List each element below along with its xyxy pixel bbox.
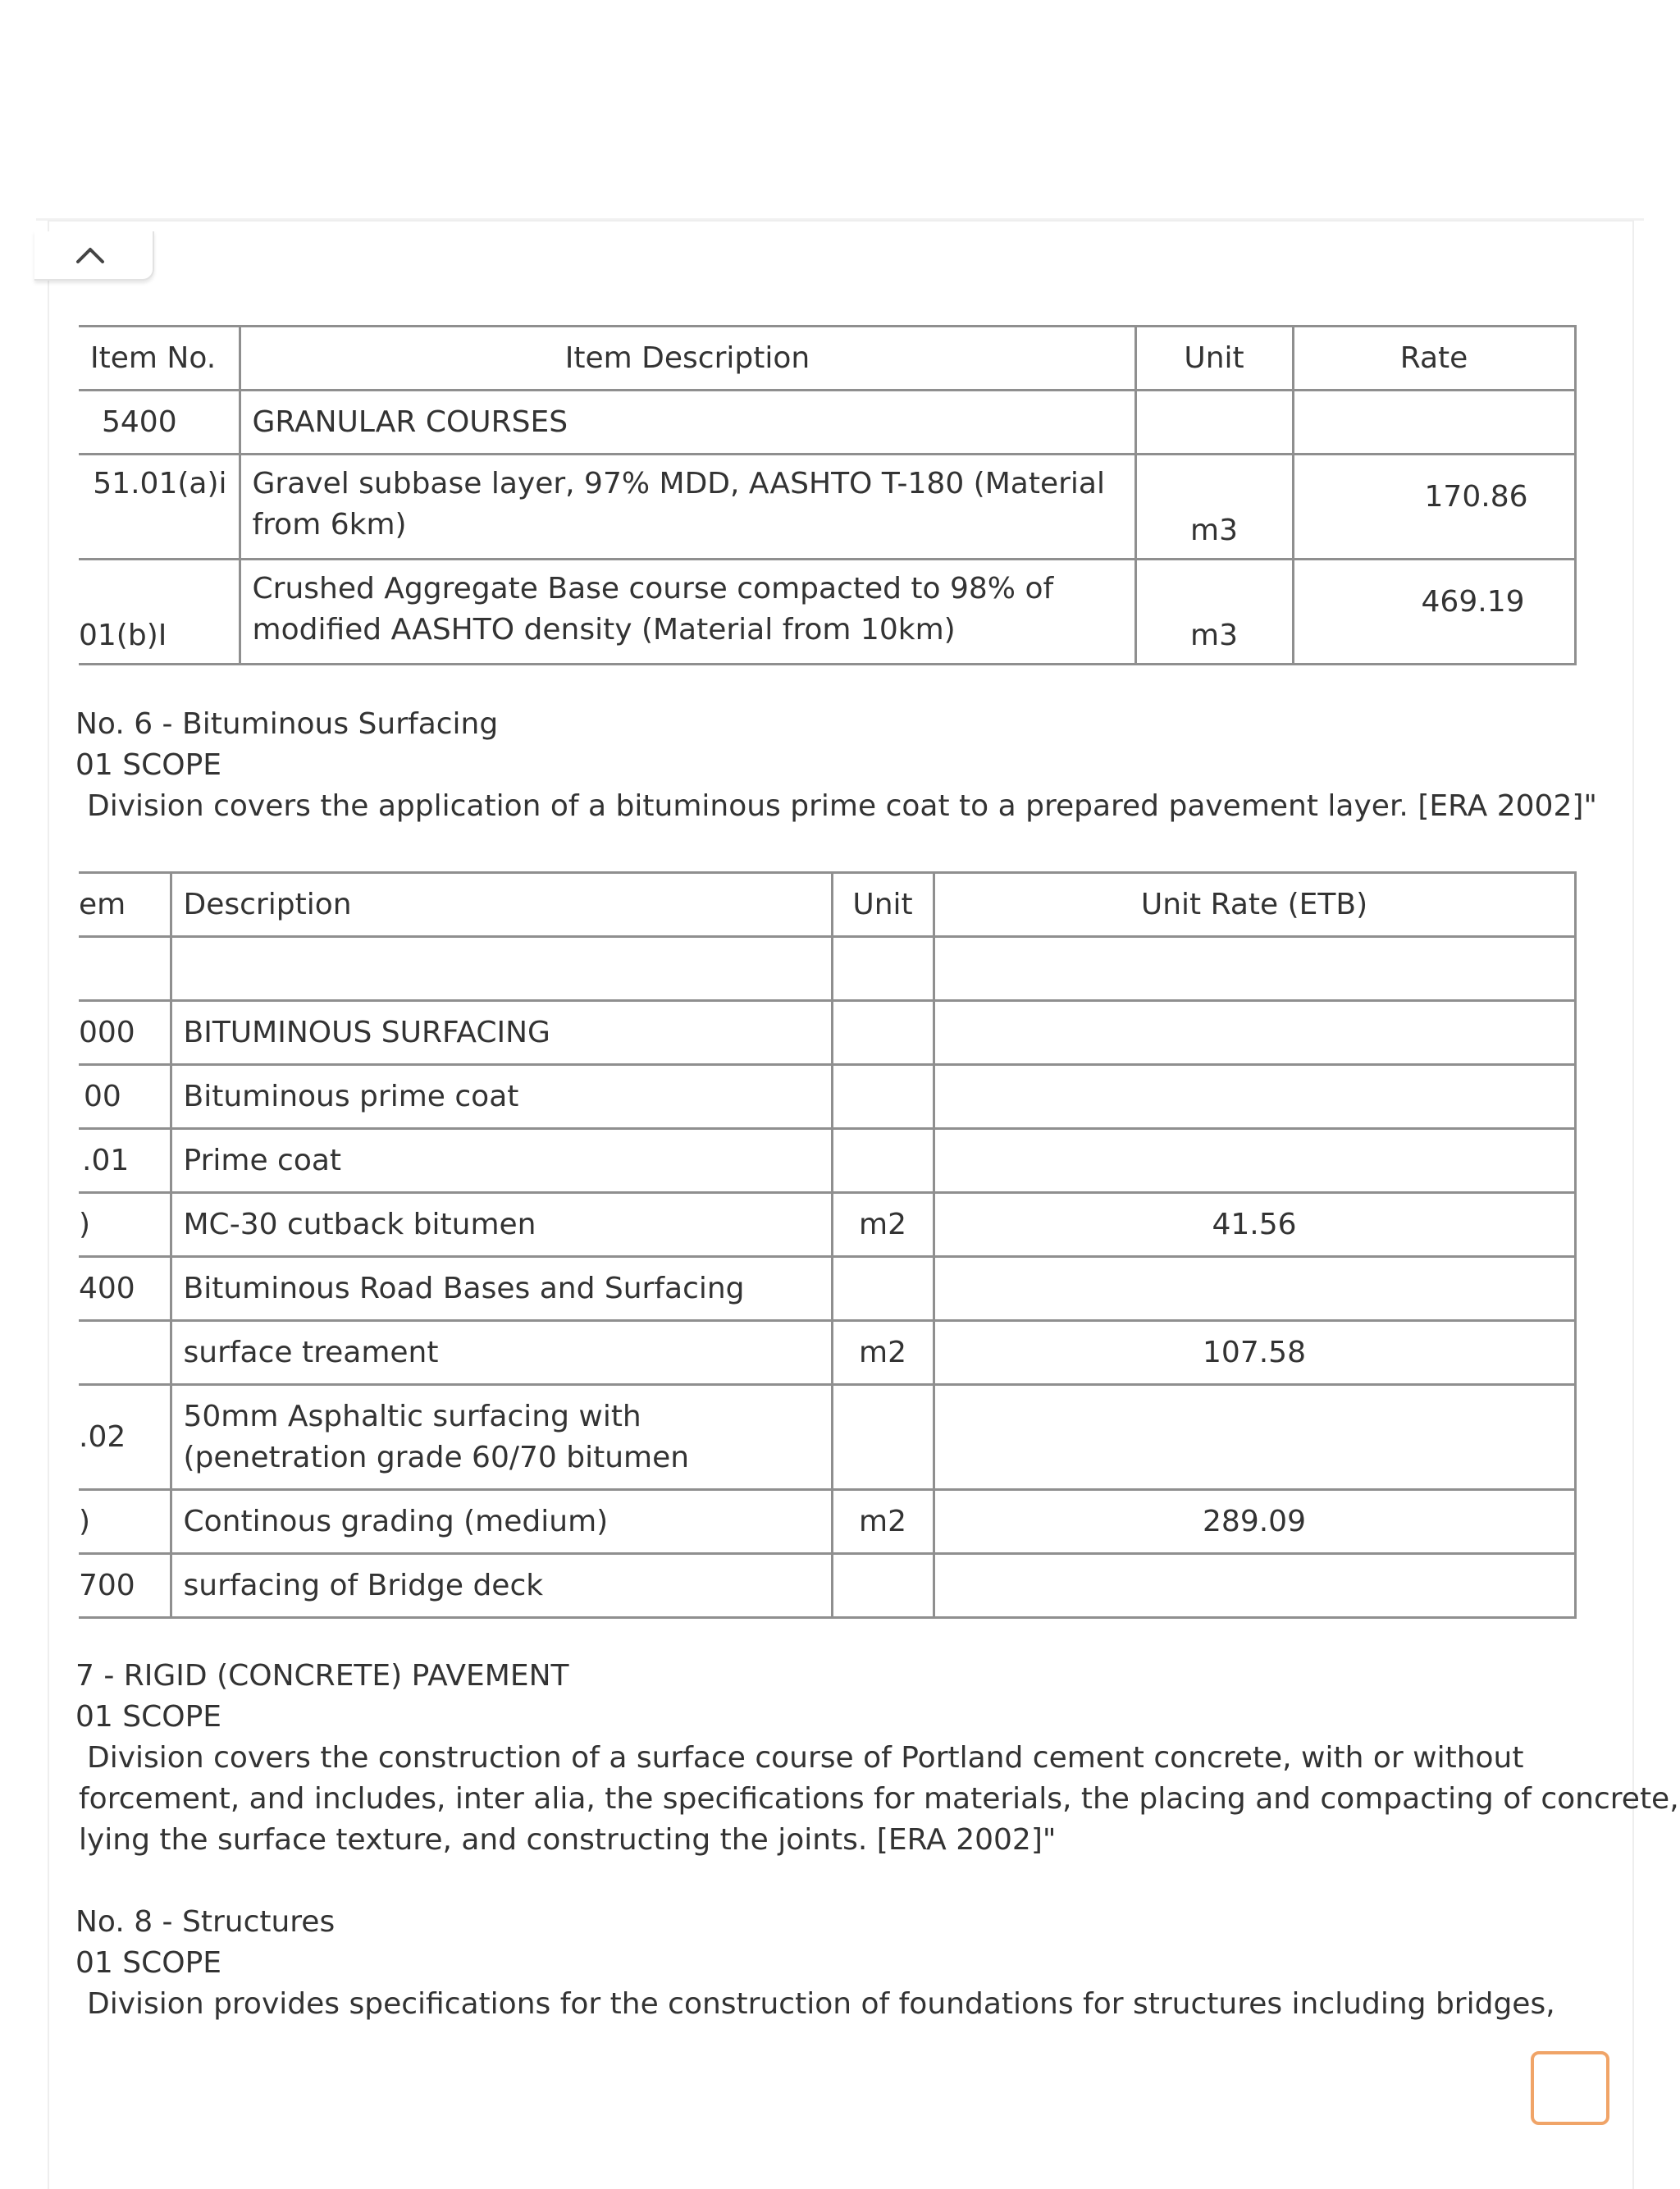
- header-unit: Unit: [832, 873, 934, 937]
- item-description: surface treament: [171, 1321, 832, 1385]
- granular-courses-table: [79, 325, 1577, 665]
- item-number: 5400: [79, 391, 240, 455]
- item-number: ): [79, 1193, 171, 1257]
- item-rate: [934, 1001, 1575, 1065]
- item-rate: [934, 1065, 1575, 1129]
- item-unit: m2: [832, 1490, 934, 1554]
- item-description: Crushed Aggregate Base course compacted to 98% of modified AASHTO density (Material from 10km): [240, 560, 1135, 665]
- header-rate: Rate: [1293, 327, 1575, 391]
- table-row: [79, 1257, 1575, 1321]
- table-row: [79, 1001, 1575, 1065]
- item-description: Bituminous prime coat: [171, 1065, 832, 1129]
- section-6-title: No. 6 - Bituminous Surfacing: [75, 707, 499, 741]
- table-header-row: [79, 873, 1575, 937]
- header-description: Description: [171, 873, 832, 937]
- item-unit: [832, 1065, 934, 1129]
- table-row: [79, 560, 1575, 665]
- section-7-line-2: forcement, and includes, inter alia, the specifications for materials, the placing and compacting of concrete,: [79, 1782, 1679, 1816]
- section-7-title: 7 - RIGID (CONCRETE) PAVEMENT: [75, 1659, 569, 1693]
- item-description: GRANULAR COURSES: [240, 391, 1135, 455]
- item-number: 400: [79, 1257, 171, 1321]
- table-row: [79, 937, 1575, 1001]
- section-7-line-3: lying the surface texture, and constructing the joints. [ERA 2002]": [79, 1823, 1057, 1857]
- item-rate: 289.09: [934, 1490, 1575, 1554]
- item-number: 51.01(a)i: [79, 455, 240, 560]
- item-rate: 469.19: [1293, 560, 1575, 665]
- table-row: [79, 1065, 1575, 1129]
- item-unit: m3: [1135, 560, 1293, 665]
- item-rate: [934, 1554, 1575, 1618]
- item-description: [171, 1385, 832, 1490]
- header-item-description: Item Description: [240, 327, 1135, 391]
- table-row: [79, 1385, 1575, 1490]
- item-description: Gravel subbase layer, 97% MDD, AASHTO T-180 (Material from 6km): [240, 455, 1135, 560]
- item-rate: [934, 1257, 1575, 1321]
- item-unit: [1135, 391, 1293, 455]
- table-row: [79, 1321, 1575, 1385]
- header-unit: Unit: [1135, 327, 1293, 391]
- item-description: [171, 937, 832, 1001]
- item-number: .02: [79, 1385, 171, 1490]
- section-7-line-1: Division covers the construction of a surface course of Portland cement concrete, with or without: [87, 1741, 1524, 1775]
- item-description: Bituminous Road Bases and Surfacing: [171, 1257, 832, 1321]
- item-number: 00: [79, 1065, 171, 1129]
- item-unit: m2: [832, 1321, 934, 1385]
- item-unit: [832, 1129, 934, 1193]
- item-unit: m2: [832, 1193, 934, 1257]
- table-row: [79, 1554, 1575, 1618]
- bituminous-surfacing-table: [79, 871, 1577, 1619]
- item-description-text: 50mm Asphaltic surfacing with (penetration grade 60/70 bitumen: [183, 1399, 690, 1474]
- item-unit: [832, 1001, 934, 1065]
- item-unit: [832, 1257, 934, 1321]
- section-8-text: Division provides specifications for the construction of foundations for structures including bridges,: [87, 1987, 1555, 2021]
- item-number: 01(b)I: [79, 560, 240, 665]
- section-7-scope: 01 SCOPE: [75, 1700, 222, 1734]
- item-rate: [934, 1129, 1575, 1193]
- item-rate: 41.56: [934, 1193, 1575, 1257]
- item-number: 700: [79, 1554, 171, 1618]
- item-number: 000: [79, 1001, 171, 1065]
- table-header-row: [79, 327, 1575, 391]
- item-rate: [1293, 391, 1575, 455]
- item-unit: m3: [1135, 455, 1293, 560]
- section-8-scope: 01 SCOPE: [75, 1946, 222, 1980]
- item-description: surfacing of Bridge deck: [171, 1554, 832, 1618]
- item-description: Prime coat: [171, 1129, 832, 1193]
- header-item: em: [79, 873, 171, 937]
- item-rate: 107.58: [934, 1321, 1575, 1385]
- table-row: [79, 391, 1575, 455]
- section-6-text: Division covers the application of a bituminous prime coat to a prepared pavement layer. [ERA 2002]": [87, 789, 1597, 823]
- item-unit: [832, 1385, 934, 1490]
- section-6-scope: 01 SCOPE: [75, 748, 222, 782]
- item-description: BITUMINOUS SURFACING: [171, 1001, 832, 1065]
- table-row: [79, 455, 1575, 560]
- item-description: Continous grading (medium): [171, 1490, 832, 1554]
- header-item-no: Item No.: [79, 327, 240, 391]
- section-8-title: No. 8 - Structures: [75, 1905, 336, 1939]
- table-row: [79, 1129, 1575, 1193]
- table-row: [79, 1490, 1575, 1554]
- item-rate: [934, 1385, 1575, 1490]
- item-rate: [934, 937, 1575, 1001]
- square-outline-icon[interactable]: [1531, 2051, 1609, 2125]
- item-unit: [832, 1554, 934, 1618]
- item-number: [79, 1321, 171, 1385]
- table-row: [79, 1193, 1575, 1257]
- item-number: ): [79, 1490, 171, 1554]
- item-unit: [832, 937, 934, 1001]
- item-number: [79, 937, 171, 1001]
- item-rate: 170.86: [1293, 455, 1575, 560]
- header-unit-rate: Unit Rate (ETB): [934, 873, 1575, 937]
- item-number: .01: [79, 1129, 171, 1193]
- item-description: MC-30 cutback bitumen: [171, 1193, 832, 1257]
